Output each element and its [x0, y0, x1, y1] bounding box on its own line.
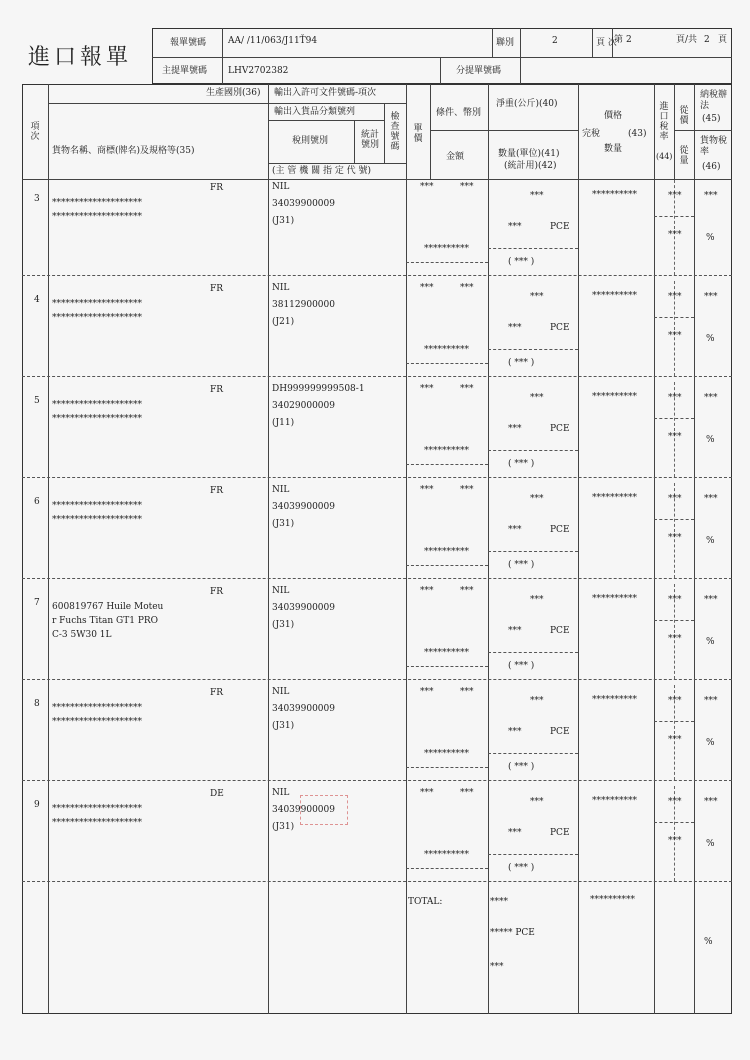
item-weight: *** — [530, 696, 544, 706]
item-unit: PCE — [550, 828, 570, 838]
item-rate-specific: *** — [668, 432, 682, 442]
item-desc-line: C-3 5W30 1L — [52, 630, 112, 640]
item-permit: NIL — [272, 788, 290, 798]
page-total: 2 — [704, 35, 710, 45]
item-qty: *** — [508, 727, 522, 737]
item-tariff: 34039900009 — [272, 603, 335, 613]
row-divider — [22, 679, 732, 680]
col-duty-num: (43) — [628, 129, 647, 139]
item-agency: (J31) — [272, 822, 295, 832]
item-method: *** — [704, 393, 718, 403]
qty-divider — [488, 551, 578, 552]
item-price: ********** — [592, 594, 637, 604]
item-method: *** — [704, 494, 718, 504]
item-desc-line: ******************** — [52, 198, 142, 208]
item-amount: ********** — [424, 749, 469, 759]
qty-divider — [488, 753, 578, 754]
item-permit: NIL — [272, 283, 290, 293]
item-currency: *** — [460, 586, 474, 596]
item-tax-pct: % — [706, 334, 715, 344]
row-divider — [22, 477, 732, 478]
item-desc-line: ******************** — [52, 299, 142, 309]
item-origin: FR — [210, 385, 224, 395]
item-origin: FR — [210, 183, 224, 193]
item-unit: PCE — [550, 222, 570, 232]
item-qty: *** — [508, 222, 522, 232]
col-method-num: (45) — [702, 114, 721, 124]
qty-divider — [488, 652, 578, 653]
col-duty-label: 完稅 — [582, 129, 601, 139]
col-terms-header: 條件、幣別 — [436, 108, 482, 118]
item-desc-line: ******************** — [52, 501, 142, 511]
item-currency: *** — [460, 182, 474, 192]
item-price: ********** — [592, 796, 637, 806]
item-weight: *** — [530, 393, 544, 403]
item-tariff: 34029000009 — [272, 401, 335, 411]
page-prefix: 第 — [614, 35, 624, 45]
amount-divider — [406, 262, 488, 263]
page-sep: 頁/共 — [676, 35, 698, 45]
item-origin: FR — [210, 284, 224, 294]
item-amount: ********** — [424, 446, 469, 456]
item-amount: ********** — [424, 244, 469, 254]
item-currency: *** — [460, 485, 474, 495]
qty-divider — [488, 248, 578, 249]
col-specific-header: 從量 — [679, 146, 689, 166]
item-rate-specific: *** — [668, 331, 682, 341]
col-permit-header: 輸出入許可文件號碼-項次 — [274, 88, 377, 98]
row-divider — [22, 881, 732, 882]
item-terms: *** — [420, 384, 434, 394]
item-unit: PCE — [550, 727, 570, 737]
item-tariff: 34039900009 — [272, 199, 335, 209]
item-currency: *** — [460, 384, 474, 394]
item-permit: NIL — [272, 182, 290, 192]
item-rate: *** — [668, 696, 682, 706]
total-weight: **** — [490, 897, 508, 907]
item-permit: NIL — [272, 485, 290, 495]
master-bl: LHV2702382 — [228, 66, 289, 76]
item-price: ********** — [592, 695, 637, 705]
item-price: ********** — [592, 392, 637, 402]
col-inspect-header: 檢查號碼 — [390, 112, 400, 152]
item-tax-pct: % — [706, 435, 715, 445]
item-desc-line: ******************** — [52, 804, 142, 814]
total-label: TOTAL: — [408, 897, 443, 907]
col-tariff-header: 稅則號別 — [292, 136, 329, 146]
item-method: *** — [704, 292, 718, 302]
amount-divider — [406, 666, 488, 667]
item-rate: *** — [668, 292, 682, 302]
item-permit: NIL — [272, 586, 290, 596]
item-qty: *** — [508, 626, 522, 636]
item-method: *** — [704, 797, 718, 807]
master-bl-label: 主提單號碼 — [162, 66, 208, 76]
row-divider — [22, 578, 732, 579]
item-stat-qty: ( *** ) — [508, 863, 535, 873]
item-weight: *** — [530, 595, 544, 605]
item-tariff: 34039900009 — [272, 805, 335, 815]
item-origin: FR — [210, 587, 224, 597]
item-desc-line: ******************** — [52, 414, 142, 424]
col-goods-header: 貨物名稱、商標(牌名)及規格等(35) — [52, 146, 195, 156]
item-unit: PCE — [550, 525, 570, 535]
item-no: 5 — [34, 396, 40, 406]
item-no: 9 — [34, 800, 40, 810]
item-currency: *** — [460, 283, 474, 293]
item-permit: NIL — [272, 687, 290, 697]
item-desc-line: ******************** — [52, 313, 142, 323]
copy-no: 2 — [552, 36, 558, 46]
item-no: 7 — [34, 598, 40, 608]
item-currency: *** — [460, 788, 474, 798]
page-no: 2 — [626, 35, 632, 45]
total-qty: ***** PCE — [490, 928, 535, 938]
item-method: *** — [704, 696, 718, 706]
item-weight: *** — [530, 494, 544, 504]
stamp-mark — [300, 795, 348, 825]
col-weight-header: 淨重(公斤)(40) — [496, 99, 558, 109]
col-method-header: 納稅辦法 — [700, 90, 728, 111]
amount-divider — [406, 767, 488, 768]
col-unit-price-header: 單價 — [413, 124, 423, 144]
item-amount: ********** — [424, 648, 469, 658]
col-import-rate-num: (44) — [656, 152, 673, 161]
item-no: 4 — [34, 295, 40, 305]
item-desc-line: ******************** — [52, 515, 142, 525]
total-price: ********** — [590, 895, 635, 905]
item-rate-specific: *** — [668, 735, 682, 745]
col-ad-valorem-header: 從價 — [679, 106, 689, 126]
col-import-rate-header: 進口稅率 — [659, 102, 669, 142]
page-suffix: 頁 — [718, 35, 728, 45]
item-terms: *** — [420, 283, 434, 293]
col-commodity-tax-num: (46) — [702, 162, 721, 172]
item-terms: *** — [420, 182, 434, 192]
copy-label: 聯別 — [496, 38, 515, 48]
item-method: *** — [704, 191, 718, 201]
item-permit: DH999999999508-1 — [272, 384, 365, 394]
col-stat-qty-header: (統計用)(42) — [504, 161, 557, 171]
item-agency: (J31) — [272, 216, 295, 226]
items-table — [22, 84, 732, 1014]
item-qty: *** — [508, 828, 522, 838]
item-tax-pct: % — [706, 233, 715, 243]
col-price-header: 價格 — [604, 111, 623, 121]
item-tax-pct: % — [706, 637, 715, 647]
item-price: ********** — [592, 493, 637, 503]
item-agency: (J31) — [272, 519, 295, 529]
item-stat-qty: ( *** ) — [508, 560, 535, 570]
item-stat-qty: ( *** ) — [508, 762, 535, 772]
item-amount: ********** — [424, 345, 469, 355]
page-label: 頁 次 — [596, 38, 617, 48]
item-terms: *** — [420, 586, 434, 596]
item-origin: DE — [210, 789, 224, 799]
total-pct: % — [704, 937, 713, 947]
item-agency: (J31) — [272, 721, 295, 731]
item-amount: ********** — [424, 850, 469, 860]
item-amount: ********** — [424, 547, 469, 557]
item-stat-qty: ( *** ) — [508, 358, 535, 368]
item-no: 3 — [34, 194, 40, 204]
row-divider — [22, 376, 732, 377]
item-rate-specific: *** — [668, 836, 682, 846]
item-price: ********** — [592, 291, 637, 301]
item-weight: *** — [530, 797, 544, 807]
item-qty: *** — [508, 525, 522, 535]
item-price: ********** — [592, 190, 637, 200]
item-rate-specific: *** — [668, 634, 682, 644]
col-qty-header: 數量(單位)(41) — [498, 149, 560, 159]
item-terms: *** — [420, 687, 434, 697]
item-rate: *** — [668, 494, 682, 504]
report-no: AA/ /11/063/J11Ť94 — [228, 36, 318, 46]
item-terms: *** — [420, 485, 434, 495]
item-unit: PCE — [550, 626, 570, 636]
item-tariff: 34039900009 — [272, 704, 335, 714]
item-tariff: 34039900009 — [272, 502, 335, 512]
item-currency: *** — [460, 687, 474, 697]
item-qty: *** — [508, 323, 522, 333]
item-desc-line: ******************** — [52, 818, 142, 828]
amount-divider — [406, 868, 488, 869]
item-rate: *** — [668, 595, 682, 605]
col-commodity-tax-header: 貨物稅率 — [700, 136, 728, 157]
col-amount-header: 金額 — [446, 152, 465, 162]
row-divider — [22, 275, 732, 276]
form-title: 進口報單 — [28, 45, 133, 70]
item-tax-pct: % — [706, 738, 715, 748]
item-origin: FR — [210, 688, 224, 698]
item-desc-line: 600819767 Huile Moteu — [52, 602, 164, 612]
item-no: 6 — [34, 497, 40, 507]
col-agency-header: (主 管 機 關 指 定 代 號) — [272, 166, 372, 176]
item-desc-line: ******************** — [52, 717, 142, 727]
col-origin-header: 生產國別(36) — [206, 88, 261, 98]
item-terms: *** — [420, 788, 434, 798]
item-rate-specific: *** — [668, 533, 682, 543]
item-no: 8 — [34, 699, 40, 709]
total-stat: *** — [490, 962, 504, 972]
item-agency: (J21) — [272, 317, 295, 327]
col-duty-qty-header: 數量 — [604, 144, 623, 154]
item-weight: *** — [530, 292, 544, 302]
house-bl-label: 分提單號碼 — [456, 66, 502, 76]
item-rate: *** — [668, 797, 682, 807]
item-unit: PCE — [550, 323, 570, 333]
item-stat-qty: ( *** ) — [508, 257, 535, 267]
col-class-header: 輸出入貨品分類號列 — [274, 107, 356, 117]
amount-divider — [406, 565, 488, 566]
item-stat-qty: ( *** ) — [508, 459, 535, 469]
col-item-header: 項次 — [30, 122, 40, 142]
item-desc-line: r Fuchs Titan GT1 PRO — [52, 616, 159, 626]
item-method: *** — [704, 595, 718, 605]
item-agency: (J31) — [272, 620, 295, 630]
col-stat-header: 統計號別 — [360, 130, 379, 150]
item-stat-qty: ( *** ) — [508, 661, 535, 671]
item-tax-pct: % — [706, 839, 715, 849]
qty-divider — [488, 854, 578, 855]
item-tariff: 38112900000 — [272, 300, 335, 310]
item-origin: FR — [210, 486, 224, 496]
amount-divider — [406, 363, 488, 364]
item-desc-line: ******************** — [52, 212, 142, 222]
qty-divider — [488, 450, 578, 451]
row-divider — [22, 780, 732, 781]
item-rate-specific: *** — [668, 230, 682, 240]
item-rate: *** — [668, 393, 682, 403]
item-weight: *** — [530, 191, 544, 201]
item-rate: *** — [668, 191, 682, 201]
item-desc-line: ******************** — [52, 400, 142, 410]
report-no-label: 報單號碼 — [170, 38, 207, 48]
qty-divider — [488, 349, 578, 350]
item-desc-line: ******************** — [52, 703, 142, 713]
item-tax-pct: % — [706, 536, 715, 546]
amount-divider — [406, 464, 488, 465]
item-agency: (J11) — [272, 418, 295, 428]
item-qty: *** — [508, 424, 522, 434]
item-unit: PCE — [550, 424, 570, 434]
